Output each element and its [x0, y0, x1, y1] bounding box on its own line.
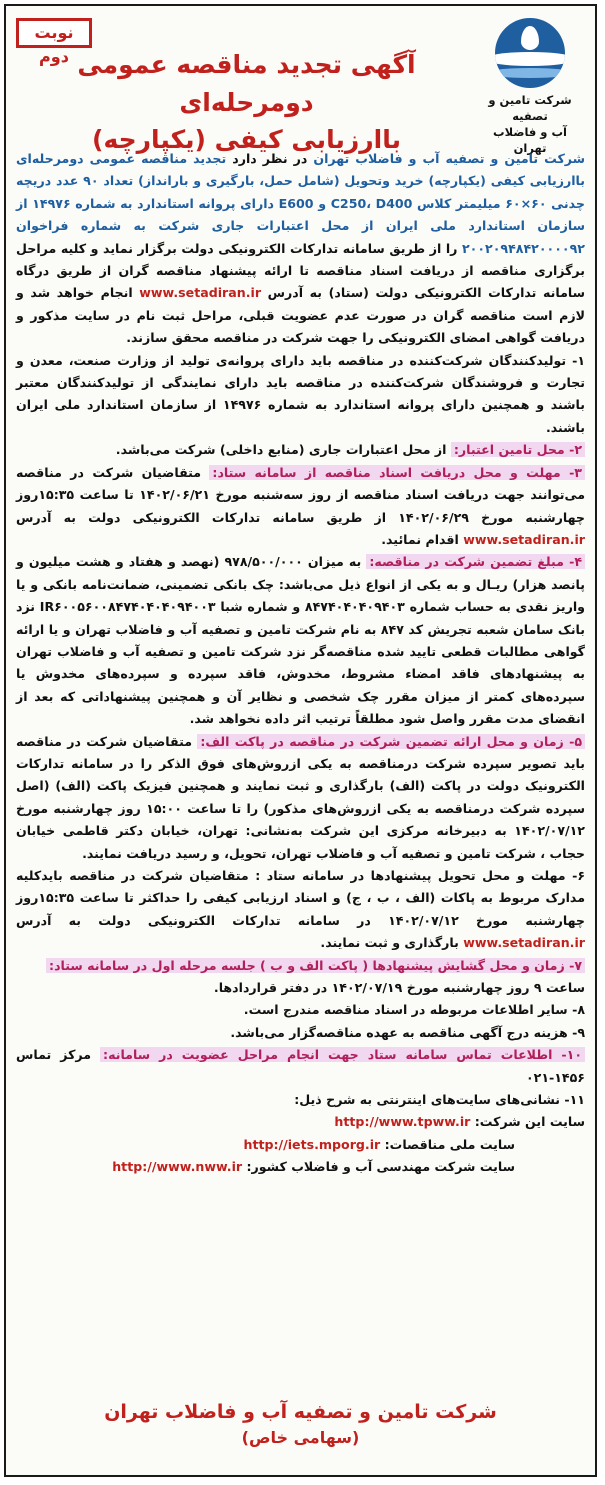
intro-rest2: انجام خواهد شد و لازم است مناقصه گران در صورت عدم عضویت قبلی، مراحل ثبت نام در سایت مذکور و دریافت گواهی امضای الکترونیکی را جهت شرکت در مناقصه محقق سازند. — [16, 285, 585, 346]
item-10 — [16, 1044, 585, 1089]
title-line2: باارزیابی کیفی (یکپارچه) — [92, 125, 401, 154]
tender-subject: تجدید مناقصه عمومی دومرحله‌ای باارزیابی کیفی (یکپارچه) خرید وتحویل (شامل حمل، بارگیری و بارانداز) تعداد ۹۰ عدد دریچه چدنی ۶۰×۶۰ میلیمتر کلاس C250، D400 و E600 دارای پروانه استاندارد به شماره ۱۴۹۷۶ از سازمان استاندارد ملی ایران از محل اعتبارات جاری شرکت به شماره فراخوان ۲۰۰۲۰۹۴۸۴۲۰۰۰۰۹۲ — [16, 151, 585, 256]
org-logo-block — [475, 18, 585, 156]
notice-title — [28, 46, 465, 158]
water-logo-icon — [495, 18, 565, 88]
item-10-text: مرکز تماس ۱۴۵۶-۰۲۱ — [16, 1047, 585, 1085]
item-4-label: ۴- مبلغ تضمین شرکت در مناقصه: — [366, 554, 585, 569]
site-label: سایت ملی مناقصات: — [384, 1136, 515, 1152]
item-4 — [16, 551, 585, 730]
item-11: ۱۱- نشانی‌های سایت‌های اینترنتی به شرح ذیل: — [294, 1092, 585, 1108]
item-2 — [16, 439, 585, 461]
item-7-detail: ساعت ۹ روز چهارشنبه مورخ ۱۴۰۲/۰۷/۱۹ در دفتر قراردادها. — [213, 980, 585, 996]
item-7-label: ۷- زمان و محل گشایش پیشنهادها ( پاکت الف و ب ) جلسه مرحله اول در سامانه ستاد: — [46, 958, 585, 973]
setad-link[interactable]: www.setadiran.ir — [463, 531, 585, 547]
footer-org-name: شرکت تامین و تصفیه آب و فاضلاب تهران — [104, 1401, 497, 1423]
item-5 — [16, 731, 585, 865]
item-7 — [16, 955, 585, 977]
item-1: ۱- تولیدکنندگان شرکت‌کننده در مناقصه باید دارای پروانه‌ی تولید از وزارت صنعت، معدن و تجارت و فروشندگان شرکت‌کننده در مناقصه باید دارای نمایندگی از تولیدکنندگان معتبر باشند و همچنین دارای پروانه استاندارد به شماره ۱۴۹۷۶ از سازمان استاندارد ملی ایران باشند. — [16, 352, 586, 435]
setad-link[interactable]: www.setadiran.ir — [139, 285, 262, 301]
setad-link[interactable]: www.setadiran.ir — [463, 935, 585, 951]
site-label: سایت این شرکت: — [474, 1114, 585, 1130]
footer-company-type: (سهامی خاص) — [241, 1428, 360, 1447]
intro-paragraph — [16, 148, 585, 350]
item-6-text: ۶- مهلت و محل تحویل پیشنهادها در سامانه ستاد : متقاضیان شرکت در مناقصه بایدکلیه مدارک مربوط به پاکات (الف ، ب ، ج) و اسناد ارزیابی کیفی را حداکثر تا ساعت ۱۵:۳۵روز چهارشنبه مورخ ۱۴۰۲/۰۷/۱۲ در سامانه تدارکات الکترونیکی دولت به آدرس — [16, 868, 585, 928]
signature-footer — [16, 1398, 585, 1450]
item-10-label: ۱۰- اطلاعات تماس سامانه ستاد جهت انجام مراحل عضویت در سامانه: — [100, 1047, 585, 1062]
item-3-text2: اقدام نمائید. — [381, 531, 464, 547]
item-2-label: ۲- محل تامین اعتبار: — [451, 442, 585, 457]
site-link[interactable]: http://www.nww.ir — [112, 1159, 243, 1175]
second-publication-badge: نوبت دوم — [16, 18, 92, 48]
site-link[interactable]: http://www.tpww.ir — [334, 1114, 471, 1130]
website-list — [16, 1111, 585, 1178]
site-link[interactable]: http://iets.mporg.ir — [243, 1136, 381, 1152]
intro-mid: در نظر دارد — [226, 151, 314, 166]
org-name-line1: شرکت تامین و تصفیه — [488, 93, 572, 123]
intro-rest: را از طریق سامانه تدارکات الکترونیکی دولت برگزار نماید و کلیه مراحل برگزاری مناقصه از دریافت اسناد مناقصه تا ارائه پیشنهاد مناقصه گران از طریق درگاه سامانه تدارکات الکترونیکی دولت (ستاد) به آدرس — [16, 240, 586, 301]
site-label: سایت شرکت مهندسی آب و فاضلاب کشور: — [246, 1159, 515, 1175]
item-3 — [16, 462, 585, 552]
item-8: ۸- سایر اطلاعات مربوطه در اسناد مناقصه مندرج است. — [243, 1002, 585, 1018]
site-company — [16, 1111, 585, 1133]
item-3-text: متقاضیان شرکت در مناقصه می‌توانند جهت دریافت اسناد مناقصه از روز سه‌شنبه مورخ ۱۴۰۲/۰۶/۲۱ تا ساعت ۱۵:۳۵روز چهارشنبه مورخ ۱۴۰۲/۰۶/۲۹ از طریق سامانه تدارکات الکترونیکی دولت به آدرس — [16, 464, 585, 525]
item-4-text: به میزان ۹۷۸/۵۰۰/۰۰۰ (نهصد و هفتاد و هشت میلیون و پانصد هزار) ریـال و به یکی از انواع ذیل می‌باشد: چک بانکی تضمینی، ضمانت‌نامه بانکی و یا واریز نقدی به حساب شماره ۸۴۷۴۰۴۰۴۰۹۴۰۳ و شماره شبا IR۶۰۰۵۶۰۰۸۴۷۴۰۴۰۴۰۹۴۰۰۳ نزد بانک سامان شعبه تجریش کد ۸۴۷ به نام شرکت تامین و تصفیه آب و فاضلاب تهران و یا ارائه گواهی مطالبات قطعی تایید شده مناقصه‌گر نزد شرکت تامین و تصفیه آب و فاضلاب تهران به پیشنهادهای فاقد امضاء مشروط، مخدوش، فاقد سپرده و سپرده‌های مخدوش یا سپرده‌های کمتر از میزان مقرر چک شخصی و نظایر آن و همچنین پیشنهاداتی که بعد از انقضای مدت مقرر واصل شود مطلقاً ترتیب اثر داده نخواهد شد. — [16, 554, 586, 727]
item-6-text2: بارگذاری و ثبت نمایند. — [320, 935, 464, 951]
item-5-text: متقاضیان شرکت در مناقصه باید تصویر سپرده شرکت درمناقصه به یکی ازروش‌های فوق الذکر را در سامانه تدارکات الکترونیک دولت در پاکت (الف) بارگذاری و ثبت نمایند و همچنین فیزیک پاکت (الف) (اصل سپرده شرکت درمناقصه به یکی ازروش‌های مذکور) را تا ساعت ۱۵:۰۰ روز چهارشنبه مورخ ۱۴۰۲/۰۷/۱۲ به دبیرخانه مرکزی این شرکت به‌نشانی: تهران، خیابان دکتر قاطمی خیابان حجاب ، شرکت تامین و تصفیه آب و فاضلاب تهران، تحویل، و رسید دریافت نمایند. — [16, 733, 585, 861]
title-line1: آگهی تجدید مناقصه عمومی دومرحله‌ای — [77, 50, 416, 117]
notice-body — [16, 148, 585, 1179]
item-9: ۹- هزینه درج آگهی مناقصه به عهده مناقصه‌گزار می‌باشد. — [230, 1024, 585, 1040]
tender-notice — [4, 4, 597, 1477]
org-name-inline: شرکت تامین و تصفیه آب و فاضلاب تهران — [313, 151, 585, 166]
item-3-label: ۳- مهلت و محل دریافت اسناد مناقصه از سامانه ستاد: — [209, 465, 585, 480]
org-name-line2: آب و فاضلاب تهران — [493, 125, 567, 155]
item-6 — [16, 865, 585, 955]
item-5-label: ۵- زمان و محل ارائه تضمین شرکت در مناقصه در پاکت الف: — [197, 734, 585, 749]
site-national — [16, 1156, 585, 1178]
item-2-text: از محل اعتبارات جاری (منابع داخلی) شرکت می‌باشد. — [115, 442, 451, 458]
site-tenders — [16, 1134, 585, 1156]
